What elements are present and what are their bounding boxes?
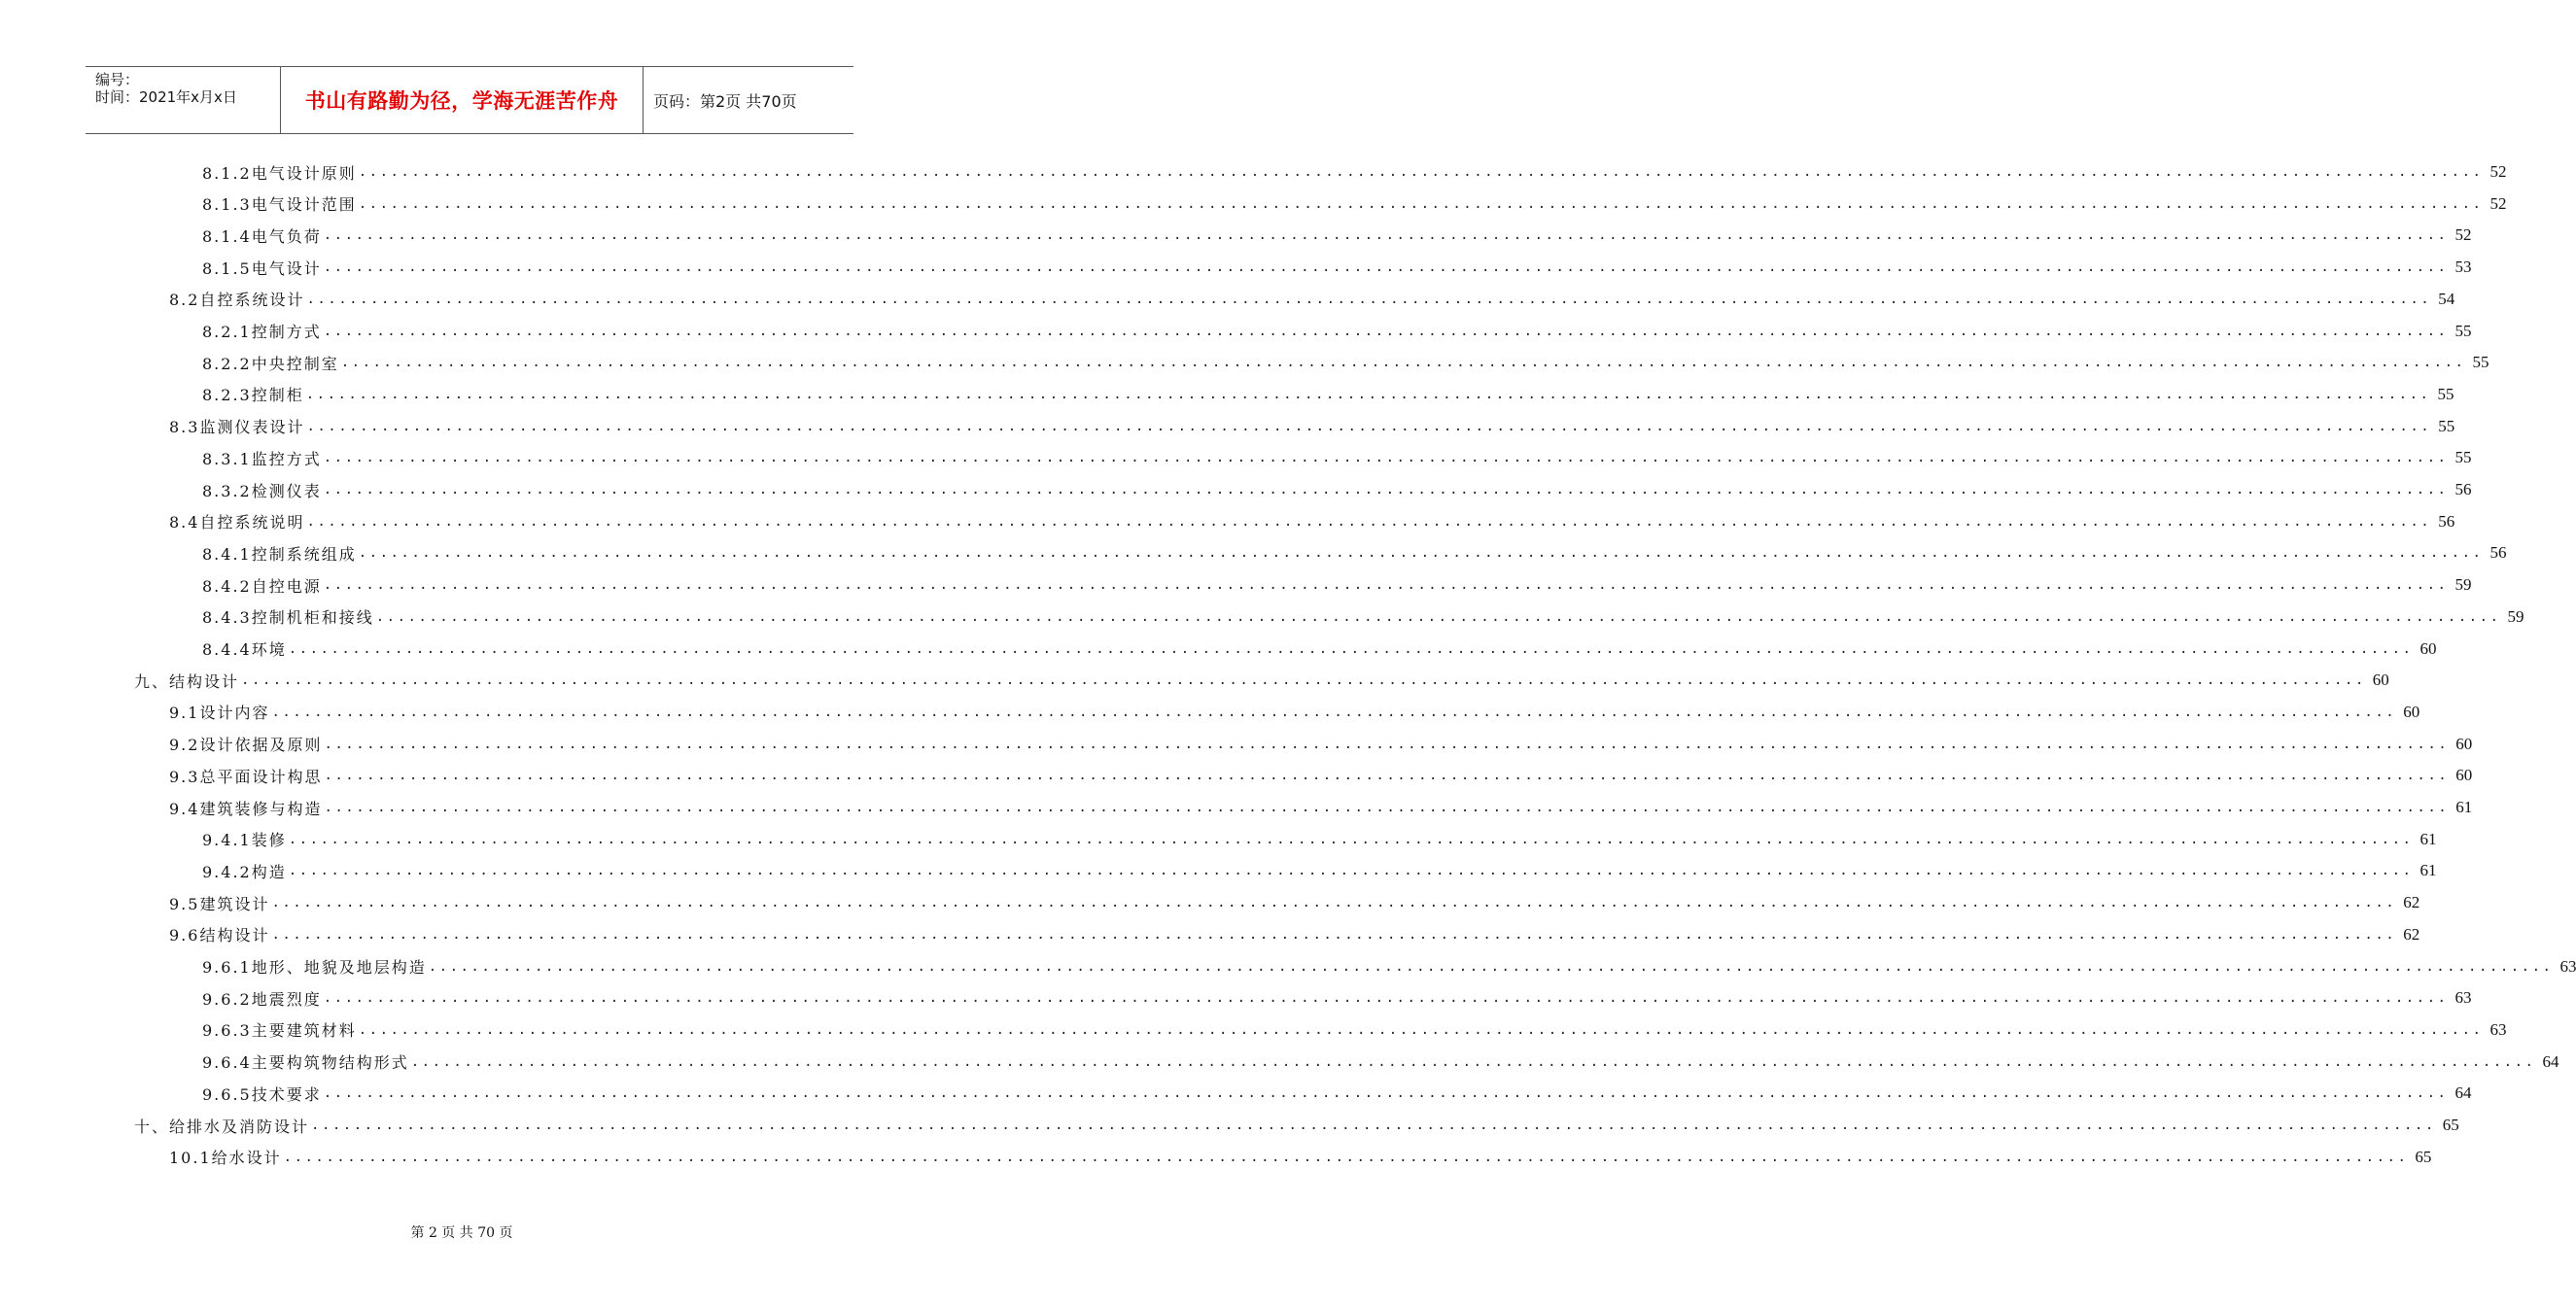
toc-entry-label: 十、给排水及消防设计	[134, 1117, 310, 1136]
toc-dot-leader: ........................................................................................................................................................................................................	[323, 990, 2449, 1007]
toc-entry-page: 60	[2419, 638, 2437, 658]
toc-entry-label: 9.6.2地震烈度	[202, 989, 322, 1009]
toc-entry-page: 64	[2454, 1083, 2472, 1103]
toc-dot-leader: ........................................................................................................................................................................................................	[323, 1085, 2449, 1102]
toc-entry[interactable]	[202, 157, 2507, 187]
toc-entry-page: 65	[2415, 1147, 2432, 1166]
toc-entry-page: 55	[2437, 384, 2454, 403]
toc-entry[interactable]	[169, 285, 2455, 314]
toc-dot-leader: ........................................................................................................................................................................................................	[271, 926, 2397, 943]
toc-dot-leader: ........................................................................................................................................................................................................	[323, 450, 2449, 466]
toc-dot-leader: ........................................................................................................................................................................................................	[358, 1021, 2484, 1038]
toc-dot-leader: ........................................................................................................................................................................................................	[323, 577, 2449, 594]
toc-entry-page: 55	[2438, 416, 2455, 435]
toc-dot-leader: ........................................................................................................................................................................................................	[340, 355, 2466, 371]
toc-dot-leader: ........................................................................................................................................................................................................	[305, 386, 2431, 402]
toc-entry-label: 9.6.1地形、地貌及地层构造	[202, 958, 427, 977]
toc-entry[interactable]	[169, 920, 2420, 949]
toc-entry[interactable]	[202, 348, 2489, 377]
toc-entry-page: 62	[2403, 893, 2420, 912]
toc-dot-leader: ........................................................................................................................................................................................................	[358, 164, 2484, 180]
header-motto: 书山有路勤为径，学海无涯苦作舟	[304, 89, 619, 113]
toc-entry-label: 8.2自控系统设计	[169, 291, 305, 310]
toc-entry-label: 8.1.4电气负荷	[202, 226, 322, 246]
toc-entry-label: 8.1.2电气设计原则	[202, 163, 357, 183]
toc-entry-label: 9.6.3主要建筑材料	[202, 1021, 357, 1041]
toc-entry-page: 52	[2489, 193, 2507, 213]
toc-entry-label: 8.4.2自控电源	[202, 576, 322, 596]
toc-entry-page: 61	[2419, 829, 2437, 848]
toc-entry-page: 63	[2454, 988, 2472, 1008]
toc-dot-leader: ........................................................................................................................................................................................................	[271, 704, 2397, 720]
toc-entry-label: 8.3监测仪表设计	[169, 418, 305, 437]
toc-entry-page: 59	[2454, 575, 2472, 595]
toc-entry[interactable]	[202, 443, 2472, 472]
toc-dot-leader: ........................................................................................................................................................................................................	[306, 418, 2432, 434]
toc-entry-page: 56	[2454, 480, 2472, 498]
toc-entry-page: 63	[2559, 956, 2576, 976]
toc-dot-leader: ........................................................................................................................................................................................................	[324, 800, 2450, 815]
toc-entry[interactable]	[169, 761, 2473, 790]
toc-dot-leader: ........................................................................................................................................................................................................	[306, 291, 2432, 307]
toc-dot-leader: ........................................................................................................................................................................................................	[323, 482, 2449, 498]
toc-entry[interactable]	[202, 983, 2472, 1013]
toc-dot-leader: ........................................................................................................................................................................................................	[324, 768, 2450, 784]
toc-dot-leader: ........................................................................................................................................................................................................	[288, 831, 2414, 847]
toc-entry-label: 9.4.2构造	[202, 862, 287, 881]
toc-entry-label: 8.3.1监控方式	[202, 449, 322, 468]
toc-entry-page: 59	[2507, 606, 2524, 626]
toc-entry-page: 54	[2438, 289, 2455, 308]
toc-entry-page: 56	[2438, 511, 2455, 531]
toc-entry-page: 62	[2403, 924, 2420, 944]
toc-entry[interactable]	[202, 635, 2437, 664]
toc-entry-label: 8.3.2检测仪表	[202, 481, 322, 500]
toc-entry[interactable]	[202, 253, 2472, 282]
toc-entry[interactable]	[169, 1143, 2432, 1172]
toc-entry-label: 8.1.5电气设计	[202, 258, 322, 278]
toc-dot-leader: ........................................................................................................................................................................................................	[306, 513, 2432, 530]
toc-entry-label: 8.4.4环境	[202, 640, 287, 659]
toc-entry-page: 65	[2442, 1116, 2459, 1134]
toc-dot-leader: ........................................................................................................................................................................................................	[288, 863, 2414, 879]
toc-entry-page: 60	[2455, 766, 2473, 785]
header-page-info: 页码：第2页 共70页	[653, 91, 797, 111]
toc-entry-label: 8.4自控系统说明	[169, 513, 305, 533]
toc-entry-label: 9.6.5技术要求	[202, 1084, 322, 1104]
toc-entry[interactable]	[202, 602, 2524, 632]
toc-entry-page: 52	[2489, 162, 2507, 181]
toc-dot-leader: ........................................................................................................................................................................................................	[311, 1117, 2436, 1133]
toc-entry-page: 63	[2489, 1019, 2507, 1039]
toc-entry-page: 56	[2489, 543, 2507, 563]
page-footer: 第 2 页 共 70 页	[410, 1225, 513, 1241]
toc-dot-leader: ........................................................................................................................................................................................................	[358, 545, 2484, 562]
toc-entry-label: 8.2.1控制方式	[202, 323, 322, 341]
toc-entry[interactable]	[202, 1015, 2507, 1045]
toc-entry-label: 9.2设计依据及原则	[169, 736, 323, 755]
toc-entry-page: 55	[2472, 353, 2489, 372]
toc-dot-leader: ........................................................................................................................................................................................................	[323, 323, 2449, 339]
toc-entry-label: 9.3总平面设计构思	[169, 767, 323, 786]
toc-entry[interactable]	[202, 1079, 2472, 1108]
toc-entry[interactable]	[202, 189, 2507, 219]
toc-entry-label: 10.1给水设计	[169, 1149, 282, 1168]
toc-entry-page: 53	[2454, 258, 2472, 277]
toc-entry-label: 8.1.3电气设计范围	[202, 195, 357, 215]
document-time-label: 时间：2021年x月x日	[95, 88, 237, 106]
toc-dot-leader: ........................................................................................................................................................................................................	[271, 895, 2397, 911]
toc-entry[interactable]	[202, 856, 2437, 885]
toc-entry-label: 8.2.2中央控制室	[202, 354, 339, 373]
toc-entry[interactable]	[169, 507, 2455, 536]
toc-entry[interactable]	[169, 698, 2420, 727]
toc-entry-page: 52	[2454, 225, 2472, 245]
toc-entry-page: 64	[2542, 1051, 2559, 1071]
toc-entry[interactable]	[202, 317, 2472, 346]
toc-entry-label: 九、结构设计	[134, 671, 240, 691]
toc-entry[interactable]	[202, 475, 2472, 504]
toc-entry[interactable]	[202, 221, 2472, 250]
toc-entry-page: 60	[2455, 734, 2473, 753]
toc-dot-leader: ........................................................................................................................................................................................................	[323, 259, 2449, 276]
toc-entry-label: 8.4.1控制系统组成	[202, 544, 357, 564]
toc-dot-leader: ........................................................................................................................................................................................................	[358, 195, 2484, 212]
toc-entry[interactable]	[134, 666, 2389, 695]
toc-dot-leader: ........................................................................................................................................................................................................	[375, 608, 2501, 625]
toc-dot-leader: ........................................................................................................................................................................................................	[283, 1149, 2409, 1165]
toc-dot-leader: ........................................................................................................................................................................................................	[410, 1053, 2536, 1070]
toc-entry[interactable]	[134, 1111, 2459, 1140]
toc-dot-leader: ........................................................................................................................................................................................................	[324, 736, 2450, 752]
toc-entry[interactable]	[169, 730, 2473, 759]
toc-entry-page: 60	[2403, 702, 2420, 721]
page-header	[86, 66, 853, 134]
header-meta	[86, 67, 280, 133]
toc-dot-leader: ........................................................................................................................................................................................................	[428, 958, 2554, 975]
toc-dot-leader: ........................................................................................................................................................................................................	[241, 672, 2366, 689]
toc-entry-page: 61	[2455, 798, 2473, 816]
toc-dot-leader: ........................................................................................................................................................................................................	[288, 640, 2414, 657]
toc-entry[interactable]	[202, 825, 2437, 854]
header-motto-cell	[280, 67, 644, 133]
toc-entry-label: 9.1设计内容	[169, 704, 270, 723]
toc-entry-page: 61	[2419, 861, 2437, 880]
toc-entry-label: 9.6结构设计	[169, 926, 270, 945]
toc-entry-label: 8.4.3控制机柜和接线	[202, 608, 374, 628]
toc-entry[interactable]	[202, 380, 2454, 409]
toc-entry[interactable]	[169, 412, 2455, 441]
toc-entry-label: 9.6.4主要构筑物结构形式	[202, 1053, 409, 1073]
toc-entry[interactable]	[202, 1048, 2559, 1077]
toc-entry[interactable]	[202, 570, 2472, 600]
document-number-label: 编号：	[95, 71, 140, 88]
toc-entry-label: 9.4.1装修	[202, 831, 287, 850]
toc-entry-label: 9.4建筑装修与构造	[169, 799, 323, 818]
toc-entry-page: 55	[2454, 448, 2472, 467]
toc-entry-label: 8.2.3控制柜	[202, 386, 304, 405]
toc-entry[interactable]	[169, 793, 2473, 822]
toc-entry[interactable]	[202, 952, 2576, 981]
toc-entry-label: 9.5建筑设计	[169, 894, 270, 913]
toc-entry-page: 55	[2454, 321, 2472, 340]
toc-entry[interactable]	[202, 538, 2507, 567]
toc-entry-page: 60	[2372, 670, 2389, 690]
toc-entry[interactable]	[169, 888, 2420, 917]
toc-dot-leader: ........................................................................................................................................................................................................	[323, 227, 2449, 244]
